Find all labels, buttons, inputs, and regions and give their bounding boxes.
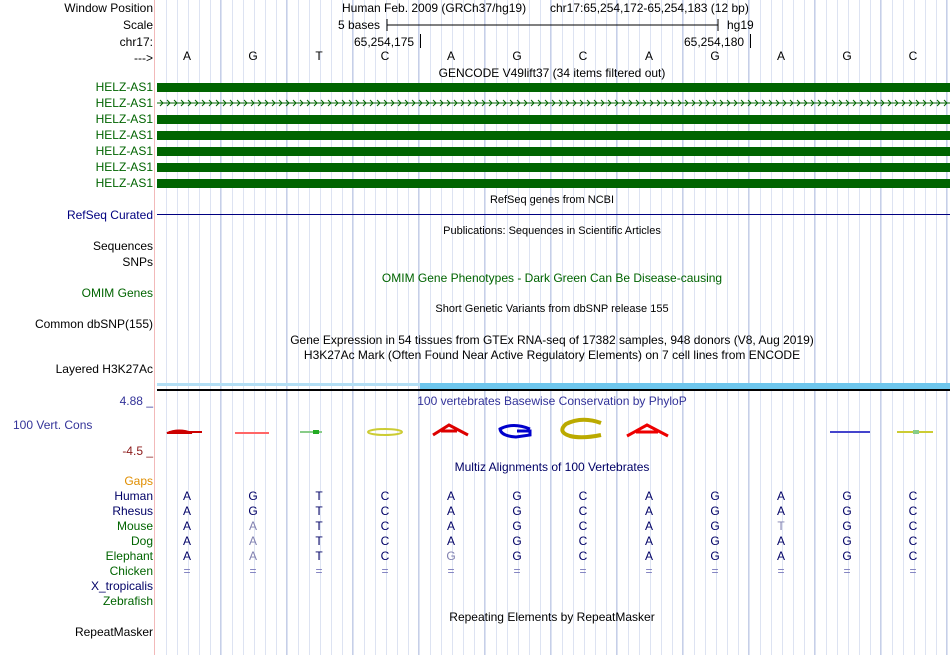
gencode-intron[interactable] [157, 98, 950, 108]
gencode-exon-bar[interactable] [157, 83, 950, 92]
alignment-base: = [843, 564, 851, 578]
alignment-base: T [315, 489, 323, 503]
alignment-base: G [710, 504, 720, 518]
coord-right-tick [750, 34, 751, 48]
publications-title: Publications: Sequences in Scientific Articles [443, 225, 661, 237]
base-10: A [776, 49, 786, 63]
chrom-label: chr17: [119, 35, 153, 49]
alignment-base: T [315, 549, 323, 563]
alignment-base: T [777, 519, 785, 533]
alignment-base: A [644, 549, 654, 563]
coord-left: 65,254,175 [354, 35, 415, 49]
publications-label-snps[interactable]: SNPs [122, 255, 153, 269]
coord-left-tick [420, 34, 421, 48]
species-label-mouse[interactable]: Mouse [116, 519, 153, 533]
alignment-base: G [446, 549, 456, 563]
alignment-base: A [182, 504, 192, 518]
base-11: G [842, 49, 852, 63]
alignment-base: G [842, 519, 852, 533]
scale-bar [384, 18, 724, 32]
refseq-title: RefSeq genes from NCBI [489, 194, 615, 206]
conservation-ymax: 4.88 _ [119, 394, 153, 408]
alignment-base: C [908, 534, 918, 548]
alignment-base: A [644, 504, 654, 518]
position-text[interactable]: chr17:65,254,172-65,254,183 (12 bp) [550, 1, 749, 15]
logo-a-1 [167, 431, 202, 434]
alignment-base: G [842, 504, 852, 518]
gencode-exon-bar[interactable] [157, 147, 950, 156]
gencode-transcript-label[interactable]: HELZ-AS1 [95, 128, 153, 142]
scale-label: Scale [122, 18, 153, 32]
alignment-base: G [842, 549, 852, 563]
refseq-line [157, 214, 950, 215]
alignment-base: C [578, 534, 588, 548]
alignment-base: G [248, 504, 258, 518]
gtex-title: Gene Expression in 54 tissues from GTEx RNA-seq of 17382 samples, 948 donors (V8, Aug 2019) [290, 333, 814, 347]
logo-c-4 [368, 429, 402, 435]
gencode-transcript-label[interactable]: HELZ-AS1 [95, 160, 153, 174]
dbsnp-label[interactable]: Common dbSNP(155) [34, 317, 153, 331]
gencode-exon-bar[interactable] [157, 115, 950, 124]
alignment-base: T [315, 504, 323, 518]
alignment-base: A [644, 519, 654, 533]
gencode-title: GENCODE V49lift37 (34 items filtered out) [438, 66, 666, 80]
alignment-base: = [249, 564, 257, 578]
alignment-base: C [380, 549, 390, 563]
repeatmasker-label[interactable]: RepeatMasker [74, 625, 153, 639]
conservation-logo [157, 416, 950, 440]
alignment-base: G [842, 534, 852, 548]
alignment-base: G [710, 519, 720, 533]
dbsnp-title: Short Genetic Variants from dbSNP release 155 [435, 303, 669, 315]
alignment-base: G [710, 489, 720, 503]
alignment-base: A [446, 519, 456, 533]
alignment-base: G [512, 504, 522, 518]
species-label-x_tropicalis[interactable]: X_tropicalis [90, 579, 153, 593]
window-position-label: Window Position [64, 1, 153, 15]
base-7: C [578, 49, 588, 63]
alignment-base: C [578, 504, 588, 518]
logo-c-mark [913, 430, 919, 434]
alignment-base: = [579, 564, 587, 578]
alignment-base: A [644, 489, 654, 503]
base-4: C [380, 49, 390, 63]
alignment-base: A [248, 549, 258, 563]
gencode-exon-bar[interactable] [157, 179, 950, 188]
gencode-transcript-label[interactable]: HELZ-AS1 [95, 144, 153, 158]
alignment-base: C [908, 489, 918, 503]
alignment-base: T [315, 534, 323, 548]
gencode-transcript-label[interactable]: HELZ-AS1 [95, 80, 153, 94]
alignment-base: C [380, 504, 390, 518]
alignment-base: G [512, 549, 522, 563]
base-12: C [908, 49, 918, 63]
alignment-base: G [248, 489, 258, 503]
base-8: A [644, 49, 654, 63]
alignment-base: A [446, 489, 456, 503]
species-label-zebrafish[interactable]: Zebrafish [102, 594, 153, 608]
base-9: G [710, 49, 720, 63]
conservation-ymin: -4.5 _ [122, 444, 153, 458]
assembly-text: Human Feb. 2009 (GRCh37/hg19) [342, 1, 527, 15]
alignment-base: C [380, 534, 390, 548]
alignment-base: C [908, 504, 918, 518]
alignment-base: = [513, 564, 521, 578]
logo-c-7 [562, 420, 601, 438]
gaps-label: Gaps [124, 474, 153, 488]
base-1: A [182, 49, 192, 63]
alignment-base: A [182, 534, 192, 548]
multiz-title: Multiz Alignments of 100 Vertebrates [454, 460, 650, 474]
alignment-base: = [381, 564, 389, 578]
base-2: G [248, 49, 258, 63]
alignment-base: = [315, 564, 323, 578]
alignment-base: A [776, 534, 786, 548]
gencode-transcript-label[interactable]: HELZ-AS1 [95, 96, 153, 110]
logo-a-8 [627, 425, 668, 436]
alignment-base: A [446, 504, 456, 518]
conservation-title: 100 vertebrates Basewise Conservation by PhyloP [417, 394, 687, 408]
base-5: A [446, 49, 456, 63]
gencode-transcript-label[interactable]: HELZ-AS1 [95, 176, 153, 190]
species-label-dog[interactable]: Dog [130, 534, 153, 548]
repeatmasker-title: Repeating Elements by RepeatMasker [449, 610, 655, 624]
alignment-base: A [182, 549, 192, 563]
alignment-base: G [842, 489, 852, 503]
alignment-base: G [512, 519, 522, 533]
species-label-chicken[interactable]: Chicken [109, 564, 153, 578]
alignment-base: C [578, 489, 588, 503]
alignment-base: A [182, 519, 192, 533]
alignment-base: A [248, 534, 258, 548]
alignment-base: = [447, 564, 455, 578]
alignment-base: G [710, 549, 720, 563]
alignment-base: = [777, 564, 785, 578]
conservation-label[interactable]: 100 Vert. Cons [13, 418, 93, 432]
omim-label[interactable]: OMIM Genes [81, 286, 153, 300]
gencode-transcript-label[interactable]: HELZ-AS1 [95, 112, 153, 126]
h3k27ac-title: H3K27Ac Mark (Often Found Near Active Regulatory Elements) on 7 cell lines from ENCODE [303, 348, 801, 362]
base-6: G [512, 49, 522, 63]
species-label-human[interactable]: Human [114, 489, 153, 503]
h3k27ac-baseline [157, 389, 950, 391]
alignment-base: A [776, 549, 786, 563]
db-text: hg19 [727, 18, 754, 32]
refseq-label[interactable]: RefSeq Curated [66, 208, 153, 222]
omim-title: OMIM Gene Phenotypes - Dark Green Can Be Disease-causing [381, 271, 723, 285]
alignment-base: A [776, 504, 786, 518]
alignment-base: G [512, 534, 522, 548]
logo-g-6 [500, 426, 530, 438]
gencode-exon-bar[interactable] [157, 131, 950, 140]
alignment-base: = [909, 564, 917, 578]
alignment-base: C [380, 489, 390, 503]
logo-a-5 [433, 425, 468, 435]
h3k27ac-signal-low [157, 383, 420, 386]
alignment-base: A [248, 519, 258, 533]
alignment-base: G [512, 489, 522, 503]
alignment-base: T [315, 519, 323, 533]
alignment-base: C [908, 549, 918, 563]
logo-t-mark [313, 430, 319, 434]
strand-arrow-label: ---> [134, 51, 153, 65]
alignment-base: A [446, 534, 456, 548]
base-3: T [315, 49, 323, 63]
alignment-base: C [578, 519, 588, 533]
alignment-base: C [578, 549, 588, 563]
alignment-base: = [711, 564, 719, 578]
gencode-exon-bar[interactable] [157, 163, 950, 172]
alignment-base: C [908, 519, 918, 533]
alignment-base: = [183, 564, 191, 578]
alignment-base: A [182, 489, 192, 503]
publications-label-sequences[interactable]: Sequences [92, 239, 153, 253]
h3k27ac-label[interactable]: Layered H3K27Ac [55, 362, 153, 376]
alignment-base: G [710, 534, 720, 548]
alignment-base: A [776, 489, 786, 503]
scale-text: 5 bases [338, 18, 381, 32]
species-label-rhesus[interactable]: Rhesus [112, 504, 153, 518]
alignment-base: = [645, 564, 653, 578]
alignment-base: C [380, 519, 390, 533]
alignment-base: A [644, 534, 654, 548]
species-label-elephant[interactable]: Elephant [105, 549, 153, 563]
coord-right: 65,254,180 [684, 35, 745, 49]
